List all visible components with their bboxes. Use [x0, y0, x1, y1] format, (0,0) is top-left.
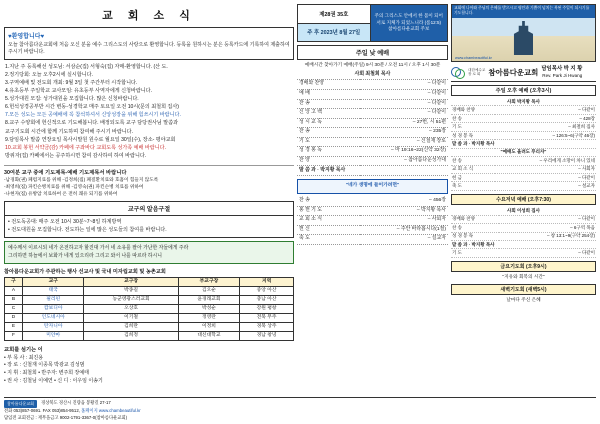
order-value: – 다같이 [360, 99, 448, 109]
order-row [451, 98, 596, 106]
cell-leader: 박종길 [84, 286, 178, 295]
notice-item: 8.교구 수양회에 헌신적으로 기도해봅니다. 배정되도록 교구 담당권사님 말씀과 [5, 120, 179, 127]
cell-subleader: 정영란 [178, 313, 240, 322]
church-identity [451, 65, 596, 82]
cell-group: D [5, 313, 23, 322]
col-header: 교구 [22, 277, 84, 286]
order-row [451, 173, 596, 181]
notice-item: 9.담임목사 말씀 연장요일 목사시말원 원수로 월요일 30일(수), 장소- 평야교회 [5, 136, 176, 143]
order-row [451, 240, 596, 248]
order-value: – 사회자 [495, 165, 596, 173]
cell-subleader: 박성순 [178, 304, 240, 313]
cell-subleader: 이정희 [178, 322, 240, 331]
scripture-verse-box [4, 241, 294, 263]
wednesday-heading-time: (오후7:30) [527, 197, 551, 203]
order-row [297, 166, 448, 176]
notice-list [4, 63, 294, 164]
wednesday-heading-text: 수요저녁 예배 [496, 197, 527, 203]
evangelism-body [5, 216, 293, 238]
order-row [451, 165, 596, 173]
order-label: 기 도 [451, 249, 499, 257]
afternoon-order [451, 98, 596, 191]
cell-region: 필리핀 [22, 295, 84, 304]
order-label: 헌 금 [451, 173, 495, 181]
order-label: 찬 송 [451, 224, 499, 232]
middle-column [297, 4, 448, 420]
cell-leader: 김희정 [84, 331, 178, 340]
cell-subleader: 대신대학교 [178, 331, 240, 340]
order-value: – 창 13:1~9(구약 254장) [499, 232, 596, 240]
footer-address-row [4, 400, 596, 408]
order-label: 찬 송 [297, 197, 360, 206]
pastor-name: 담임목사 박 지 황 [541, 65, 583, 72]
order-row [451, 140, 596, 148]
notice-item: 4.유초등부 주일학교 교사모임: 유초등부 사역자에게 신청바랍니다. [5, 87, 153, 94]
col-header: 구 [5, 277, 23, 286]
cell-area: 경북 상주 [240, 322, 294, 331]
order-label: 경배와 찬양 [297, 80, 360, 90]
order-row [297, 109, 448, 119]
sermon-title-box [297, 179, 448, 194]
staff-heading: 교회를 섬기는 이 [4, 346, 43, 353]
col-header: 지역 [240, 277, 294, 286]
order-label: 찬 송 [451, 157, 495, 165]
cell-group: F [5, 331, 23, 340]
order-row [297, 80, 448, 90]
order-row [297, 206, 448, 216]
order-label: 헌 신 [297, 225, 360, 235]
order-value: – 428장 [495, 114, 596, 122]
issue-banner-note [371, 5, 447, 41]
order-label: 성 시 교 독 [297, 118, 360, 128]
mission-table-heading: 참아름다운교회가 주관하는 행사 선교사 및 국내 미자립교회 및 농촌교회 [4, 268, 166, 275]
sunday-morning-subnote: 예배시간 찾아가기 예배(주일) 9시 30분 / 오전 11시 / 오후 1시 30분 [304, 62, 441, 67]
sermon-title: "네가 생명에 들어가려면" [345, 183, 400, 188]
afternoon-heading-time: (오후3시) [530, 88, 552, 94]
prayer-subject-item: -최영희(집) 파킨슨병치료를 위해 -김영숙(권) 파킨슨병 치료를 위하여 [4, 184, 144, 189]
evangelism-box [4, 201, 294, 239]
photo-note: 교회에 나아와 주님의 은혜를 받으시고 평안과 기쁨이 넘치는 복된 주일이 되시기를 기도합니다. [452, 5, 595, 18]
footer-church-tag: 참아름다운교회 [4, 400, 37, 408]
order-value: – 설교자 [495, 182, 596, 190]
order-row [297, 89, 448, 99]
order-value: – 다같이 [360, 80, 448, 90]
order-row [297, 225, 448, 235]
notice-item: 10.교회 봉헌 서약금(감) 카페에 구좌바다 교회도록 성가족 예배 바랍니다. [5, 144, 166, 151]
pastor-name-en: Rev. Park Ji Hwang [542, 72, 583, 78]
order-value: – 우리에게 소망이 차니 있네 [495, 157, 596, 165]
cell-region: 태국 [22, 286, 84, 295]
right-column [451, 4, 596, 420]
prayer-subject-list [4, 177, 294, 197]
order-label: 찬 송 [297, 99, 360, 109]
evangelism-line: • 전도독공대: 매주 오전 10시 30분~7~8일 하계방역 [8, 218, 122, 225]
dawn-theme: 날마다 주신 은혜 [506, 297, 541, 303]
presider: 사회 이성희 집사 [451, 207, 596, 215]
order-row [297, 99, 448, 109]
friday-heading-text: 금요기도회 [500, 264, 525, 270]
order-label: 봉 헌 기 도 [297, 206, 360, 216]
church-logo-icon [451, 65, 465, 79]
order-value: – 사회자 [360, 216, 448, 226]
evangelism-heading: 교구의 알음구절 [5, 202, 293, 216]
table-row [5, 313, 294, 322]
page-title: 교 회 소 식 [102, 10, 196, 22]
order-value: – 235장 [360, 128, 448, 138]
sermon-by: 말 씀 과 · 박지황 목사 [297, 166, 448, 176]
cell-subleader: 윤경래교회 [178, 295, 240, 304]
cell-leader: 오상호 [84, 304, 178, 313]
denomination-block [468, 68, 485, 77]
banner-note-line: 서로 지체가 되었느니라 (롬12:5) [376, 19, 442, 25]
cell-area: 강원 평창 [240, 304, 294, 313]
order-label: 기 도 [297, 137, 360, 147]
sunday-morning-heading: 주일 낮 예배 [297, 45, 448, 60]
footer-account: 담임전 교회전금 : 재무을금고 9002-1791-3367-0(참아름다운교회) [4, 414, 128, 420]
evangelism-line: • 전도대원을 모집합니다. 전도하는 일에 많은 성도들의 참여를 바랍니다. [8, 226, 167, 233]
prayer-subject-item: -나현자(집) 유방암 치료하여 온 전히 쾌유 되기를 위하여 [4, 190, 118, 196]
issue-number: 제28권 35호 [298, 5, 370, 24]
website-url: www.chambeautiful.kr [454, 56, 492, 60]
cell-leader: 김희란 [84, 322, 178, 331]
sermon-title: "예배도 올려도 푸리자" [451, 148, 596, 156]
notice-item: 방위자(집) 카페에서는 공주하시면 참여 감사하여 하여 바랍니다. [5, 153, 147, 160]
cell-region: 미얀마 [22, 331, 84, 340]
verse-line: 그리하면 하늘에서 보화가 네게 있으리라 그리고 와서 나를 따르라 하시니 [8, 253, 162, 259]
staff-line: • 장 로 : 신철재 이종목 박광교 김성범 [4, 362, 85, 369]
order-row [297, 118, 448, 128]
order-value: – 다같이 [499, 215, 596, 223]
denomination-line2: 장 로 회 [467, 72, 481, 76]
mission-table [4, 277, 294, 341]
order-label: 성 경 봉 독 [451, 232, 499, 240]
order-row [451, 148, 596, 156]
order-row [297, 137, 448, 147]
divider [4, 165, 294, 166]
order-value: – 456장 [360, 197, 448, 206]
prayer-subject-heading: 30여분 교구 중에 기도제목-예배 기도제목서 바랍니다 [4, 170, 127, 177]
welcome-body: 오늘 참아름다운교회에 처음 오신 분을 예수 그리스도의 사랑으로 환영합니다. 등록을 원하시는 분은 등록카드에 기록하여 제출하여 주시기 바랍니다. [8, 42, 290, 55]
order-value: – 다같이 [360, 109, 448, 119]
cell-area: 경남 창녕 [240, 331, 294, 340]
notice-item: 2.정기당회: 오늘 오후2시에 실시합니다. [5, 71, 93, 78]
cell-area: 전북 무주 [240, 313, 294, 322]
presider: 사회 박지황 목사 [451, 98, 596, 106]
sermon-by: 말 씀 과 · 박지황 목사 [451, 140, 596, 148]
order-row [297, 128, 448, 138]
notice-item: 교구기도회 시간에 함께 기도하며 참여해 주시기 바랍니다. [5, 128, 134, 135]
staff-line: • 부 목 사 : 최진용 [4, 354, 44, 361]
cell-group: A [5, 286, 23, 295]
pastor-block [541, 66, 582, 79]
friday-heading-time: (오후9시) [525, 264, 547, 270]
order-label: 기 도 [451, 123, 495, 131]
col-header: 교구장 [84, 277, 178, 286]
notice-item: 7.모든 성도는 모든 공예배에 꼭 참석하셔서 신앙성장을 위해 힘쓰시기 바랍니다. [5, 112, 181, 119]
order-label: 성 경 봉 독 [297, 147, 360, 157]
staff-list [4, 355, 294, 386]
order-label: 성 경 봉 독 [451, 131, 495, 139]
presider: 사회 최철희 목사 [297, 71, 448, 80]
order-value: – 신철재 장로 [360, 137, 448, 147]
order-value: – 마 19:16~22(신약 32장) [360, 147, 448, 157]
wednesday-order [451, 207, 596, 258]
col-header: 부교구장 [178, 277, 240, 286]
afternoon-heading-text: 주일 오후 예배 [495, 88, 529, 94]
order-row [297, 197, 448, 206]
order-value: – 설교자 [360, 235, 448, 245]
order-row [451, 106, 596, 114]
order-value: – 주안 바라봅시다(1절) [360, 225, 448, 235]
cell-area: 충남 아산 [240, 295, 294, 304]
order-row [297, 235, 448, 245]
order-row [451, 157, 596, 165]
order-row [451, 114, 596, 122]
order-label: 신 앙 고 백 [297, 109, 360, 119]
order-row [451, 232, 596, 240]
notice-item: 6.헌석성경공부반 시간 변동-성경학교 매주 토요일 오전 10시(문의 최철희 집사) [5, 104, 179, 111]
footer-address: 경상북도 경산시 진량읍 봉황길 27-17 [41, 400, 111, 406]
staff-line: • 권 사 : 김철님 이예연 • 신 디 : 이우임 이송기 [4, 377, 103, 384]
notice-item: 3.구역예배 및 전도회 개최: 9월 3일 첫 주간부터 시작합니다. [5, 79, 138, 86]
order-label: 예 배 [297, 89, 360, 99]
order-label: 찬 양 [297, 156, 360, 166]
cell-region: 탄자니아 [22, 322, 84, 331]
friday-theme: "지유와 회복의 시간" [502, 274, 545, 280]
welcome-box [4, 27, 294, 60]
welcome-heading: ♥환영합니다♥ [8, 34, 45, 40]
cell-leader: 농군영광스러교회 [84, 295, 178, 304]
issue-banner-left [298, 5, 371, 41]
order-value: – 다같이 [360, 89, 448, 99]
church-name: 참아름다운교회 [488, 67, 539, 77]
order-value: – 27번, 시 51편 [360, 118, 448, 128]
cell-group: C [5, 304, 23, 313]
order-row [451, 224, 596, 232]
issue-date: 주 후 2023년 8월 27일 [298, 24, 370, 42]
prayer-subject-item: -남경화(권) 폐렴지료를 위해 -김정희(집) 폐질환치료와 호흡이 힘들지 않도록 [4, 177, 159, 183]
cell-group: E [5, 322, 23, 331]
order-value: – 박지황 목사 [360, 206, 448, 216]
notice-item: 5.성가대원 모집: 성가대원을 모집합니다. 많은 신청바랍니다. [5, 96, 139, 103]
cell-region: 캄보디아 [22, 304, 84, 313]
sermon-by: 말 씀 과 · 박지황 목사 [451, 240, 596, 248]
verse-line: 예수께서 이르시되 네가 온전하고자 할진대 가서 네 소유를 팔아 가난한 자들에게 주라 [8, 246, 189, 252]
order-value: – 다같이 [495, 106, 596, 114]
order-row [451, 215, 596, 223]
footer [4, 397, 596, 421]
sunday-morning-order-cont [297, 197, 448, 245]
issue-banner [297, 4, 448, 42]
cell-area: 중앙 아산 [240, 286, 294, 295]
order-row [297, 216, 448, 226]
dawn-heading [451, 284, 596, 295]
order-value: – 126:5~6(구약 46장) [495, 131, 596, 139]
table-row [5, 304, 294, 313]
church-photo [451, 4, 596, 62]
cell-group: B [5, 295, 23, 304]
order-row [451, 182, 596, 190]
order-row [451, 123, 596, 131]
order-row [297, 147, 448, 157]
dawn-heading-time: (새벽5시) [525, 287, 547, 294]
order-label: 경배와 찬양 [451, 215, 499, 223]
left-column [4, 4, 294, 420]
order-value: – 참아름다운성가대 [360, 156, 448, 166]
dawn-heading-text: 새벽기도회 [500, 287, 525, 294]
notice-item: 1.지난 주 등록해선 성도님: 서삼순(집) 서형숙(집) 자매-환영합니다. (산 도. [5, 63, 168, 70]
staff-line: • 지 휘 : 최철희 • 반주자: 변주희 장예태 [4, 370, 90, 377]
order-value: – 다같이 [495, 173, 596, 181]
table-row [5, 322, 294, 331]
order-value: – 최철희 집사 [495, 123, 596, 131]
cell-leader: 이기철 [84, 313, 178, 322]
order-row [451, 249, 596, 257]
order-label: 경배와 찬양 [451, 106, 495, 114]
sunday-morning-order [297, 71, 448, 176]
order-row [451, 131, 596, 139]
order-label: 축 도 [297, 235, 360, 245]
cell-region: 인도네시아 [22, 313, 84, 322]
footer-tel: 전화 053)857-0691. FAX 053)854-9512, [4, 408, 80, 414]
denomination-line1: 대한예수교 [467, 67, 486, 72]
order-value: – 다같이 [499, 249, 596, 257]
cell-subleader: 김오순 [178, 286, 240, 295]
order-label: 찬 송 [297, 128, 360, 138]
order-value: – 6구역 목음 [499, 224, 596, 232]
order-label: 찬 송 [451, 114, 495, 122]
order-row [451, 207, 596, 215]
banner-note-line: 주의 그리스도 안에서 한 몸이 되어 [374, 13, 443, 19]
order-row [297, 71, 448, 80]
order-label: 교 회 소 식 [451, 165, 495, 173]
wednesday-heading [451, 194, 596, 205]
table-row [5, 295, 294, 304]
footer-site[interactable]: 홈페이지 www.chambeautiful.kr [81, 408, 141, 414]
afternoon-heading [451, 85, 596, 96]
friday-heading [451, 261, 596, 272]
order-label: 교 회 소 식 [297, 216, 360, 226]
table-header-row [5, 277, 294, 286]
banner-label: 참아름다운교회 주보 [388, 26, 430, 32]
table-row [5, 331, 294, 340]
order-row [297, 156, 448, 166]
table-row [5, 286, 294, 295]
order-label: 축 도 [451, 182, 495, 190]
church-building-icon [506, 21, 540, 55]
